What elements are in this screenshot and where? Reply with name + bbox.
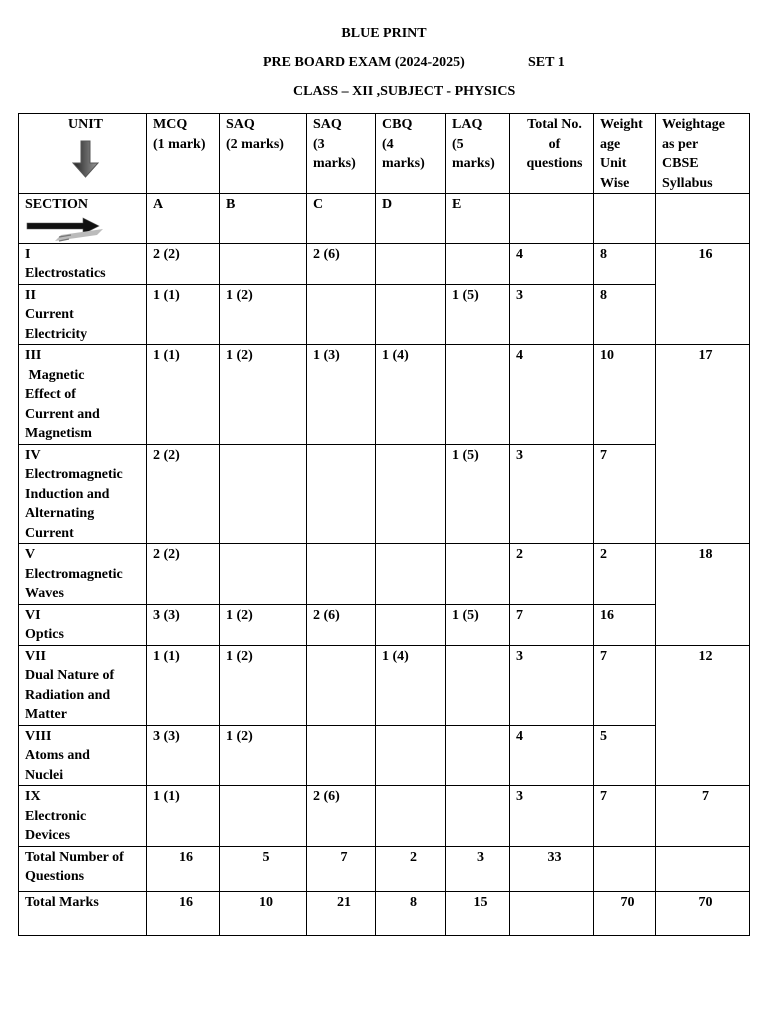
laq-cell (446, 544, 510, 605)
header-saq3-line2: (3 (313, 136, 325, 152)
unit-name: Matter (25, 707, 67, 722)
saq3-cell: 2 (6) (307, 604, 376, 645)
unit-name: Current (25, 307, 74, 322)
saq3-cell: 2 (6) (307, 243, 376, 284)
cbq-cell: 1 (4) (376, 645, 446, 725)
laq-cell (446, 725, 510, 786)
saq3-cell (307, 544, 376, 605)
blueprint-table (18, 113, 750, 936)
weightage-group-cell: 7 (656, 786, 750, 847)
unit-name: Atoms and (25, 748, 90, 763)
total-questions-cbq: 2 (376, 846, 446, 891)
mcq-cell: 1 (1) (147, 786, 220, 847)
saq3-cell (307, 284, 376, 345)
header-weightage-line3: CBSE (662, 156, 699, 171)
unit-name: Electromagnetic (25, 566, 123, 582)
total-marks-weight: 70 (594, 891, 656, 935)
table-row (19, 345, 750, 445)
unit-name: Nuclei (25, 767, 64, 783)
mcq-cell: 1 (1) (147, 645, 220, 725)
header-cbq-line2: (4 (382, 136, 394, 152)
set-label: SET 1 (528, 55, 565, 70)
header-total-line2: of (548, 136, 561, 152)
header-cbq-line3: marks) (382, 156, 425, 171)
unit-name: Electricity (25, 326, 88, 342)
total-cell: 7 (510, 604, 594, 645)
header-cbq-line1: CBQ (382, 117, 413, 132)
unit-number: II (25, 287, 36, 303)
total-questions-row (19, 846, 750, 891)
mcq-cell: 3 (3) (147, 604, 220, 645)
total-cell: 2 (510, 544, 594, 605)
header-saq2-line1: SAQ (226, 117, 255, 132)
unit-name: Devices (25, 828, 71, 843)
unit-number: VIII (25, 728, 52, 744)
total-questions-saq3: 7 (307, 846, 376, 891)
weightage-group-cell: 17 (656, 345, 750, 544)
weight-cell: 7 (594, 444, 656, 544)
saq3-cell: 1 (3) (307, 345, 376, 445)
mcq-cell: 1 (1) (147, 284, 220, 345)
unit-number: VI (25, 607, 41, 623)
section-total-empty (510, 194, 594, 244)
header-weight-line4: Wise (600, 175, 630, 191)
unit-name: Effect of (25, 387, 76, 402)
exam-name: PRE BOARD EXAM (2024-2025) (263, 55, 465, 70)
document-title: BLUE PRINT (341, 26, 427, 41)
total-questions-weight (594, 846, 656, 891)
weightage-group-cell: 18 (656, 544, 750, 646)
weight-cell: 7 (594, 786, 656, 847)
total-cell: 3 (510, 444, 594, 544)
table-row (19, 725, 750, 786)
unit-name: Current and (25, 406, 100, 422)
header-laq-line3: marks) (452, 156, 495, 171)
total-cell: 3 (510, 786, 594, 847)
cbq-cell: 1 (4) (376, 345, 446, 445)
total-cell: 4 (510, 243, 594, 284)
total-marks-total (510, 891, 594, 935)
class-subject: CLASS – XII ,SUBJECT - PHYSICS (293, 84, 516, 99)
saq2-cell (220, 786, 307, 847)
saq3-cell (307, 645, 376, 725)
header-weightage (656, 114, 750, 194)
total-cell: 3 (510, 284, 594, 345)
unit-cell (19, 725, 147, 786)
total-questions-laq: 3 (446, 846, 510, 891)
unit-name: Magnetism (25, 426, 92, 441)
header-weight-line2: age (600, 136, 621, 152)
saq3-cell (307, 725, 376, 786)
cbq-cell (376, 725, 446, 786)
table-row (19, 243, 750, 284)
weight-cell: 16 (594, 604, 656, 645)
cbq-cell (376, 243, 446, 284)
header-weightage-line1: Weightage (662, 117, 725, 132)
header-weightage-line2: as per (662, 136, 699, 152)
unit-cell (19, 786, 147, 847)
laq-cell: 1 (5) (446, 284, 510, 345)
weight-cell: 8 (594, 243, 656, 284)
saq2-cell: 1 (2) (220, 604, 307, 645)
unit-cell (19, 345, 147, 445)
total-questions-total: 33 (510, 846, 594, 891)
table-row (19, 786, 750, 847)
total-questions-mcq: 16 (147, 846, 220, 891)
table-row (19, 645, 750, 725)
unit-name: Radiation and (25, 687, 111, 703)
weight-cell: 10 (594, 345, 656, 445)
unit-cell (19, 604, 147, 645)
arrow-down-icon (71, 139, 101, 179)
section-label: SECTION (25, 197, 89, 212)
unit-number: I (25, 246, 31, 262)
saq2-cell: 1 (2) (220, 345, 307, 445)
header-saq3-line3: marks) (313, 156, 356, 171)
total-marks-laq: 15 (446, 891, 510, 935)
arrow-right-icon (25, 217, 105, 243)
total-marks-saq2: 10 (220, 891, 307, 935)
saq3-cell: 2 (6) (307, 786, 376, 847)
laq-cell (446, 345, 510, 445)
total-questions-weightage (656, 846, 750, 891)
header-saq3-line1: SAQ (313, 117, 342, 132)
header-weight-line1: Weight (600, 117, 643, 132)
weightage-group-cell: 12 (656, 645, 750, 786)
weightage-group-cell: 16 (656, 243, 750, 345)
saq2-cell: 1 (2) (220, 645, 307, 725)
weight-cell: 7 (594, 645, 656, 725)
unit-name: Electromagnetic (25, 467, 123, 482)
section-weightage-empty (656, 194, 750, 244)
saq3-cell (307, 444, 376, 544)
section-label-cell (19, 194, 147, 244)
section-d: D (376, 194, 446, 244)
cbq-cell (376, 544, 446, 605)
weight-cell: 5 (594, 725, 656, 786)
section-row (19, 194, 750, 244)
weight-cell: 8 (594, 284, 656, 345)
saq2-cell: 1 (2) (220, 725, 307, 786)
column-header-row (19, 114, 750, 194)
unit-name: Electrostatics (25, 266, 106, 281)
header-laq-line2: (5 (452, 136, 464, 152)
header-total-line3: questions (526, 156, 583, 171)
weight-cell: 2 (594, 544, 656, 605)
total-cell: 4 (510, 345, 594, 445)
total-marks-saq3: 21 (307, 891, 376, 935)
unit-name: Electronic (25, 808, 87, 824)
unit-number: III (25, 348, 42, 363)
header-total (510, 114, 594, 194)
header-mcq (147, 114, 220, 194)
section-a: A (147, 194, 220, 244)
total-cell: 3 (510, 645, 594, 725)
unit-number: VII (25, 648, 47, 664)
section-b: B (220, 194, 307, 244)
unit-name: Induction and (25, 486, 110, 502)
mcq-cell: 2 (2) (147, 444, 220, 544)
header-laq (446, 114, 510, 194)
table-row (19, 284, 750, 345)
mcq-cell: 1 (1) (147, 345, 220, 445)
section-c: C (307, 194, 376, 244)
cbq-cell (376, 786, 446, 847)
unit-cell (19, 243, 147, 284)
unit-number: IV (25, 447, 41, 463)
header-weight-line3: Unit (600, 156, 627, 171)
header-cbq (376, 114, 446, 194)
header-total-line1: Total No. (527, 117, 582, 132)
total-marks-cbq: 8 (376, 891, 446, 935)
header-unit-label: UNIT (67, 117, 103, 132)
unit-name: Magnetic (25, 367, 85, 383)
section-e: E (446, 194, 510, 244)
table-row (19, 604, 750, 645)
saq2-cell (220, 243, 307, 284)
header-weight (594, 114, 656, 194)
unit-name: Current (25, 525, 74, 541)
total-questions-saq2: 5 (220, 846, 307, 891)
mcq-cell: 2 (2) (147, 243, 220, 284)
table-row (19, 544, 750, 605)
saq2-cell: 1 (2) (220, 284, 307, 345)
unit-cell (19, 444, 147, 544)
total-cell: 4 (510, 725, 594, 786)
saq2-cell (220, 544, 307, 605)
mcq-cell: 2 (2) (147, 544, 220, 605)
laq-cell: 1 (5) (446, 444, 510, 544)
total-marks-mcq: 16 (147, 891, 220, 935)
unit-name: Waves (25, 586, 64, 601)
total-marks-row (19, 891, 750, 935)
header-mcq-line1: MCQ (153, 117, 188, 132)
saq2-cell (220, 444, 307, 544)
unit-name: Dual Nature of (25, 668, 115, 683)
total-questions-label: Total Number of Questions (19, 846, 147, 891)
cbq-cell (376, 444, 446, 544)
unit-number: V (25, 547, 36, 562)
unit-name: Optics (25, 627, 64, 642)
laq-cell (446, 786, 510, 847)
unit-cell (19, 645, 147, 725)
cbq-cell (376, 604, 446, 645)
mcq-cell: 3 (3) (147, 725, 220, 786)
section-weight-empty (594, 194, 656, 244)
laq-cell (446, 243, 510, 284)
unit-cell (19, 284, 147, 345)
laq-cell: 1 (5) (446, 604, 510, 645)
header-weightage-line4: Syllabus (662, 175, 713, 191)
header-saq3 (307, 114, 376, 194)
cbq-cell (376, 284, 446, 345)
header-unit (19, 114, 147, 194)
table-row (19, 444, 750, 544)
header-saq2-line2: (2 marks) (226, 136, 284, 152)
header-laq-line1: LAQ (452, 117, 483, 132)
header-mcq-line2: (1 mark) (153, 136, 206, 152)
header-saq2 (220, 114, 307, 194)
total-marks-label: Total Marks (19, 891, 147, 935)
laq-cell (446, 645, 510, 725)
unit-name: Alternating (25, 506, 95, 521)
unit-cell (19, 544, 147, 605)
unit-number: IX (25, 789, 41, 804)
total-marks-weightage: 70 (656, 891, 750, 935)
